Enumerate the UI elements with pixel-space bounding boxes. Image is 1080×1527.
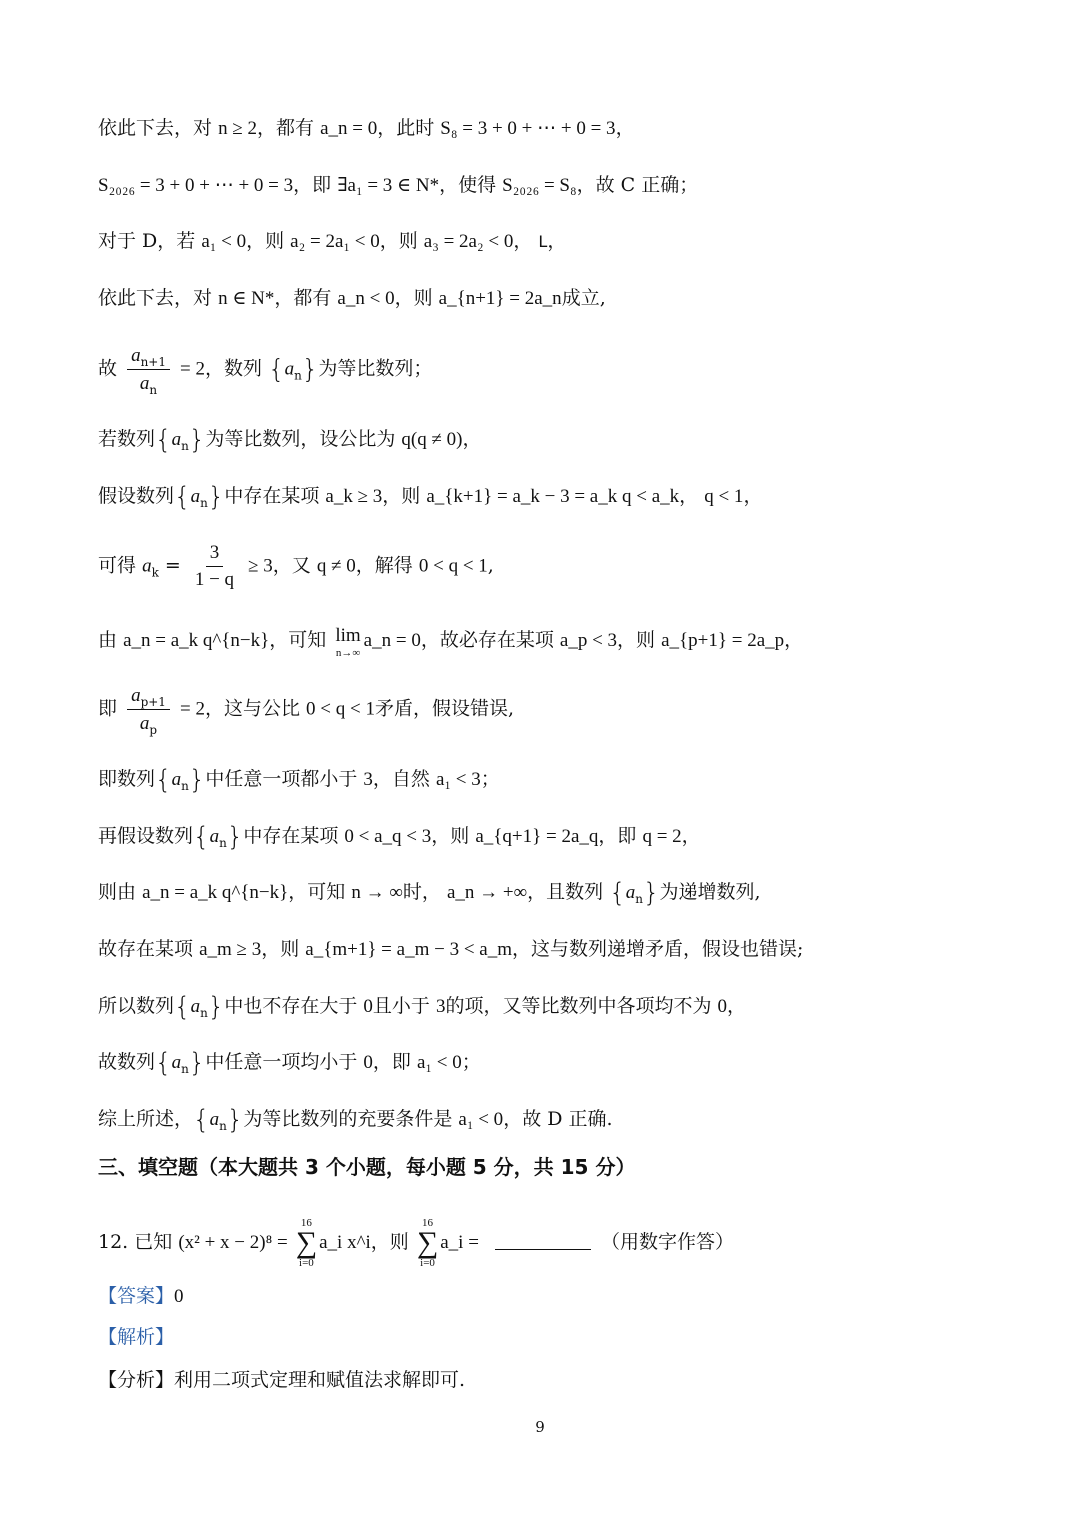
ap-fraction: $\frac{a_{p+1}}{a_p}$	[127, 684, 170, 735]
section-heading: 三、填空题（本大题共 3 个小题，每小题 5 分，共 15 分）	[98, 1155, 636, 1179]
page-number: 9	[535, 1418, 545, 1436]
proof-line-7: 假设数列$\{a_n\}$中存在某项 a_k ≥ 3，则 a_{k+1} = a_k − 3 = a_k q < a_k， q < 1，	[98, 482, 763, 512]
proof-line-16: 故数列$\{a_n\}$中任意一项均小于 0，即 a₁ < 0；	[98, 1048, 481, 1078]
proof-line-17: 综上所述，$\{a_n\}$为等比数列的充要条件是 a₁ < 0，故 D 正确.	[98, 1105, 613, 1135]
answer-blank	[495, 1249, 591, 1250]
answer-value: 0	[174, 1286, 184, 1307]
limit-operator: lim n→∞	[335, 625, 361, 659]
proof-line-4: 依此下去，对 n ∈ N*，都有 a_n < 0，则 a_{n+1} = 2a_n成立,	[98, 287, 606, 309]
proof-line-1: 依此下去，对 n ≥ 2，都有 a_n = 0，此时 S₈ = 3 + 0 + ⋯ + 0 = 3，	[98, 117, 635, 139]
proof-line-9: 由 a_n = a_k q^{n−k}，可知 lim n→∞ a_n = 0，故必存在某项 a_p < 3，则 a_{p+1} = 2a_p，	[98, 625, 804, 659]
analysis-line	[98, 1325, 174, 1349]
question-12: 12. 已知 (x² + x − 2)⁸ = 16 ∑ i=0 a_i x^i，则 16 ∑ i=0 a_i = （用数字作答）	[98, 1217, 734, 1269]
ak-fraction: $\frac{3}{1 - q}$	[194, 542, 235, 590]
fenxi-line	[98, 1368, 465, 1392]
proof-line-12: 再假设数列$\{a_n\}$中存在某项 0 < a_q < 3，则 a_{q+1} = 2a_q，即 q = 2，	[98, 822, 701, 852]
summation-1: 16 ∑ i=0	[295, 1217, 318, 1269]
proof-line-14: 故存在某项 a_m ≥ 3，则 a_{m+1} = a_m − 3 < a_m，这与数列递增矛盾，假设也错误;	[98, 938, 804, 960]
proof-line-3: 对于 D，若 a₁ < 0，则 a₂ = 2a₁ < 0，则 a₃ = 2a₂ < 0， L，	[98, 230, 567, 252]
proof-line-15: 所以数列$\{a_n\}$中也不存在大于 0且小于 3的项，又等比数列中各项均不为 0，	[98, 992, 747, 1022]
proof-line-2: S₂₀₂₆ = 3 + 0 + ⋯ + 0 = 3，即 ∃a₁ = 3 ∈ N*，使得 S₂₀₂₆ = S₈，故 C 正确；	[98, 174, 699, 196]
answer-tag: 【答案】	[98, 1285, 175, 1307]
fenxi-tag: 【分析】	[98, 1369, 175, 1391]
proof-line-10: 即 $\frac{a_{p+1}}{a_p}$ = 2，这与公比 0 < q < 1矛盾，假设错误,	[98, 685, 514, 737]
proof-line-6: 若数列$\{a_n\}$为等比数列，设公比为 q(q ≠ 0)，	[98, 425, 482, 455]
proof-line-8: 可得 $a_k$ = $\frac{3}{1 - q}$ ≥ 3，又 q ≠ 0，解得 0 < q < 1,	[98, 542, 494, 590]
ratio-fraction: $\frac{a_{n+1}}{a_n}$	[127, 344, 170, 395]
fenxi-text: 利用二项式定理和赋值法求解即可.	[174, 1369, 466, 1391]
proof-line-5: 故 $\frac{a_{n+1}}{a_n}$ = 2，数列 $\{a_n\}$为等比数列；	[98, 345, 433, 397]
answer-line	[98, 1284, 184, 1309]
proof-line-11: 即数列$\{a_n\}$中任意一项都小于 3，自然 a₁ < 3；	[98, 765, 500, 795]
summation-2: 16 ∑ i=0	[416, 1217, 439, 1269]
analysis-tag: 【解析】	[98, 1326, 175, 1348]
proof-line-13: 则由 a_n = a_k q^{n−k}，可知 n → ∞时， a_n → +∞，且数列 $\{a_n\}$为递增数列,	[98, 878, 761, 908]
